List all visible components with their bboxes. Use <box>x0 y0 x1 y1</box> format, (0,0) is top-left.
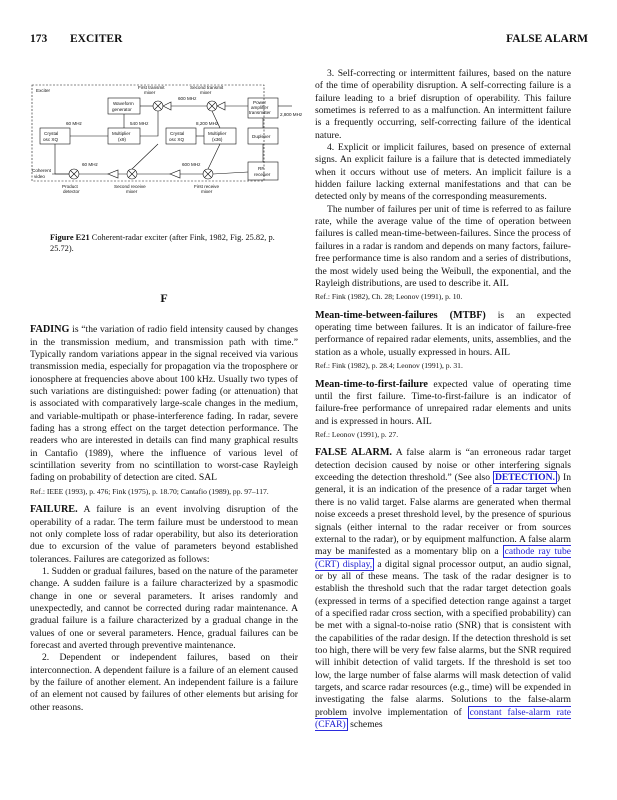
fig-label-first-receive-mixer-1: First receive <box>194 184 220 189</box>
failure-rate-paragraph: The number of failures per unit of time is referred to as failure rate, while the average value of the time of operation between failures is called mean-time-between-failures. Since the process of failures in a radar is random and depends on many factors, failure-free performance time is also random and a series of distributions, the most widely used being the Weibull, the exponential, and the Rayleigh distributions, are used to describe it. AIL <box>315 203 571 289</box>
fig-label-multiplier-x9-2: (x9) <box>118 137 126 142</box>
fig-label-first-transmit-mixer-2: mixer <box>144 90 156 95</box>
failure-text: A failure is an event involving disruption of the operability of a radar. The term failure must be understood to mean not only complete loss of radar operability, but also its deterioration due to excursion of the value of parameters beyond established tolerances. Failures are categorized as follows: <box>30 504 298 565</box>
mttff-term: Mean-time-to-first-failure <box>315 378 428 390</box>
header-left-word: EXCITER <box>70 33 123 45</box>
fading-entry <box>30 324 298 484</box>
fig-label-product-detector-2: detector <box>63 189 80 194</box>
fig-label-60mhz-bottom: 60 MHz <box>82 162 98 167</box>
fading-text: is “the variation of radio field intensity caused by changes in the transmission medium, and transmission path with time.” Typically random variations appear in the signal received via various transmission media, especially for propagation via the troposphere or ionosphere at frequencies above about 100 kHz. Usually two types of such variations are distinguished: power fading (or attenuation) that is associated with comparatively large-scale changes in the medium, and variable-multipath or phase-interference fading. In radar, severe fading has a strong effect on the target detection performance. The readers who are interested in details can find many graphical results in Cantafio (1989), where the influence of various level of scintillation severity from no scintillation to worst-case Rayleigh fading on probability of detection are cited. SAL <box>30 324 298 484</box>
fig-label-second-transmit-mixer-2: mixer <box>200 90 212 95</box>
fig-label-power-amplifier-3: transmitter <box>249 110 271 115</box>
fig-label-exciter: Exciter <box>36 88 51 93</box>
fig-label-8200mhz: 8,200 MHz <box>196 121 219 126</box>
fig-label-waveform-generator-2: generator <box>112 107 132 112</box>
figure-caption-text: Coherent-radar exciter (after Fink, 1982, Fig. 25.82, p. 25.72). <box>50 233 275 253</box>
fading-reference: Ref.: IEEE (1993), p. 476; Fink (1975), p. 18.70; Cantafio (1989), pp. 97–117. <box>30 486 269 496</box>
fig-label-multiplier-x9-1: Multiplier <box>112 131 131 136</box>
false-alarm-entry <box>315 447 571 731</box>
mtbf-term: Mean-time-between-failures (MTBF) <box>315 309 486 321</box>
failure-term: FAILURE. <box>30 504 78 516</box>
right-column <box>315 68 571 731</box>
fig-label-crystal-osc-xq-1: Crystal <box>170 131 185 136</box>
failure-reference: Ref.: Fink (1982), Ch. 28; Leonov (1991), p. 10. <box>315 292 463 302</box>
figure-caption-label: Figure E21 <box>50 233 90 242</box>
fig-label-second-transmit-mixer-1: Second transmit <box>190 85 224 90</box>
false-alarm-term: FALSE ALARM. <box>315 447 392 459</box>
fig-label-second-receive-mixer-2: mixer <box>126 189 138 194</box>
cfar-link[interactable]: constant false-alarm rate (CFAR) <box>315 706 571 730</box>
mtbf-reference: Ref.: Fink (1982), p. 28.4; Leonov (1991), p. 31. <box>315 361 463 371</box>
false-alarm-text-3: a digital signal processor output, an audio signal, or by all of these means. The task of the radar designer is to establish the threshold such that the radar target detection goals (expressed in terms of a specified detection range against a target of a specified radar cross section, with a specified probability) can be met with a signal-to-noise ratio (SNR) that is consistent with the capabilities of the radar design. If the detection threshold is set too high, there will be very few false alarms, but the SNR required will inhibit detection of valid targets. If the threshold is set too low, the large number of false alarms will mask detection of valid targets, and scarce radar resources (e.g., time) will be expended in investigating the false alarms. Solutions to the false-alarm problem involve implementation of <box>315 558 571 718</box>
false-alarm-text-4: schemes <box>347 719 383 730</box>
crt-display-link[interactable]: cathode ray tube (CRT) display, <box>315 546 571 570</box>
false-alarm-text-2: ) In general, it is an indication of the presence of a radar target when there is no valid target. False alarms are generated when thermal noise exceeds a preset threshold level, by the presence of spurious signals (either internal to the radar receiver or from sources external to the radar), or by equipment malfunction. A false alarm may be manifested as a momentary blip on a <box>315 472 571 558</box>
fig-label-multiplier-x36-2: (x36) <box>212 137 223 142</box>
mttff-reference: Ref.: Leonov (1991), p. 27. <box>315 429 399 439</box>
fig-label-600mhz-top: 600 MHz <box>178 96 197 101</box>
failure-item-3: 3. Self-correcting or intermittent failures, based on the nature of the time of operability disruption. A self-correcting failure is a failure leading to a brief disruption of operability. This failure sometimes is referred to as a malfunction. An intermittent failure is a frequently occurring, self-correcting failure of the identical nature. <box>315 68 571 141</box>
fig-label-product-detector-1: Product <box>62 184 78 189</box>
fig-label-coherent-video-2: video <box>34 174 45 179</box>
fig-label-crystal-osc-2: osc XQ <box>43 137 59 142</box>
fig-label-rf-receiver-1: RF <box>258 166 265 171</box>
fig-label-first-receive-mixer-2: mixer <box>201 189 213 194</box>
exciter-block-diagram <box>30 80 303 220</box>
page-number: 173 <box>30 33 48 45</box>
fig-label-crystal-osc-1: Crystal <box>44 131 59 136</box>
section-letter: F <box>160 291 168 305</box>
fig-label-power-amplifier-2: amplifier <box>251 105 269 110</box>
false-alarm-text-1: A false alarm is “an erroneous radar target detection decision caused by noise or other interfering signals exceeding the detection threshold.” (See also <box>315 447 571 484</box>
mttff-text: expected value of operating time until the first failure. Time-to-first-failure is an indicator of failure-free performance of unrepaired radar elements and units and is expressed in hours. AIL <box>315 378 571 427</box>
fig-label-multiplier-x36-1: Multiplier <box>208 131 227 136</box>
figure-caption <box>30 232 298 254</box>
fig-label-first-transmit-mixer-1: First transmit <box>138 85 165 90</box>
failure-entry <box>30 504 298 566</box>
fig-label-crystal-osc-xq-2: osc XQ <box>169 137 185 142</box>
mtbf-entry <box>315 310 571 359</box>
fig-label-second-receive-mixer-1: Second receive <box>114 184 146 189</box>
fig-label-power-amplifier-1: Power <box>253 100 267 105</box>
failure-item-1: 1. Sudden or gradual failures, based on the nature of the parameter change. A sudden failure is a failure characterized by a spasmodic change in one or several parameters. It arises randomly and unexpectedly, and cannot be corrected during radar maintenance. A gradual failure is a failure characterized by a gradual change in the values of one or several parameters. Hence, gradual failures can be forecast and averted through preventive maintenance. <box>30 566 298 652</box>
fig-label-duplexer: Duplexer <box>252 134 271 139</box>
fig-label-rf-receiver-2: receiver <box>254 172 271 177</box>
fig-label-coherent-video-1: Coherent <box>32 168 51 173</box>
detection-link[interactable]: DETECTION. <box>494 472 555 484</box>
left-column <box>30 80 303 714</box>
fig-label-waveform-generator-1: Waveform <box>113 101 134 106</box>
mtbf-text: is an expected operating time between failures. It is an indicator of failure-free performance of repaired radar elements, units, assemblies, and the station as a whole, usually expressed in hours. AIL <box>315 309 571 358</box>
mttff-entry <box>315 379 571 428</box>
exciter-figure <box>30 80 303 220</box>
failure-item-4: 4. Explicit or implicit failures, based on presence of external signs. An explicit failure is a failure that is detected immediately when it occurs without use of meters. An implicit failure is a hidden failure lacking external manifestations and that can be detected only by means of the corresponding measurements. <box>315 142 571 203</box>
fig-label-540mhz: 540 MHz <box>130 121 149 126</box>
failure-item-2: 2. Dependent or independent failures, based on their interconnection. A dependent failure is a failure of an element caused by the failure of another element. An independent failure is a failure of an element not caused by failures of other elements but arising for other reasons. <box>30 652 298 713</box>
fig-label-2800mhz: 2,800 MHz <box>280 112 303 117</box>
fading-term: FADING <box>30 324 70 336</box>
fig-label-60mhz-top: 60 MHz <box>66 121 82 126</box>
header-right-word: FALSE ALARM <box>506 33 588 45</box>
fig-label-600mhz-bottom: 600 MHz <box>182 162 201 167</box>
page-header <box>30 33 588 47</box>
